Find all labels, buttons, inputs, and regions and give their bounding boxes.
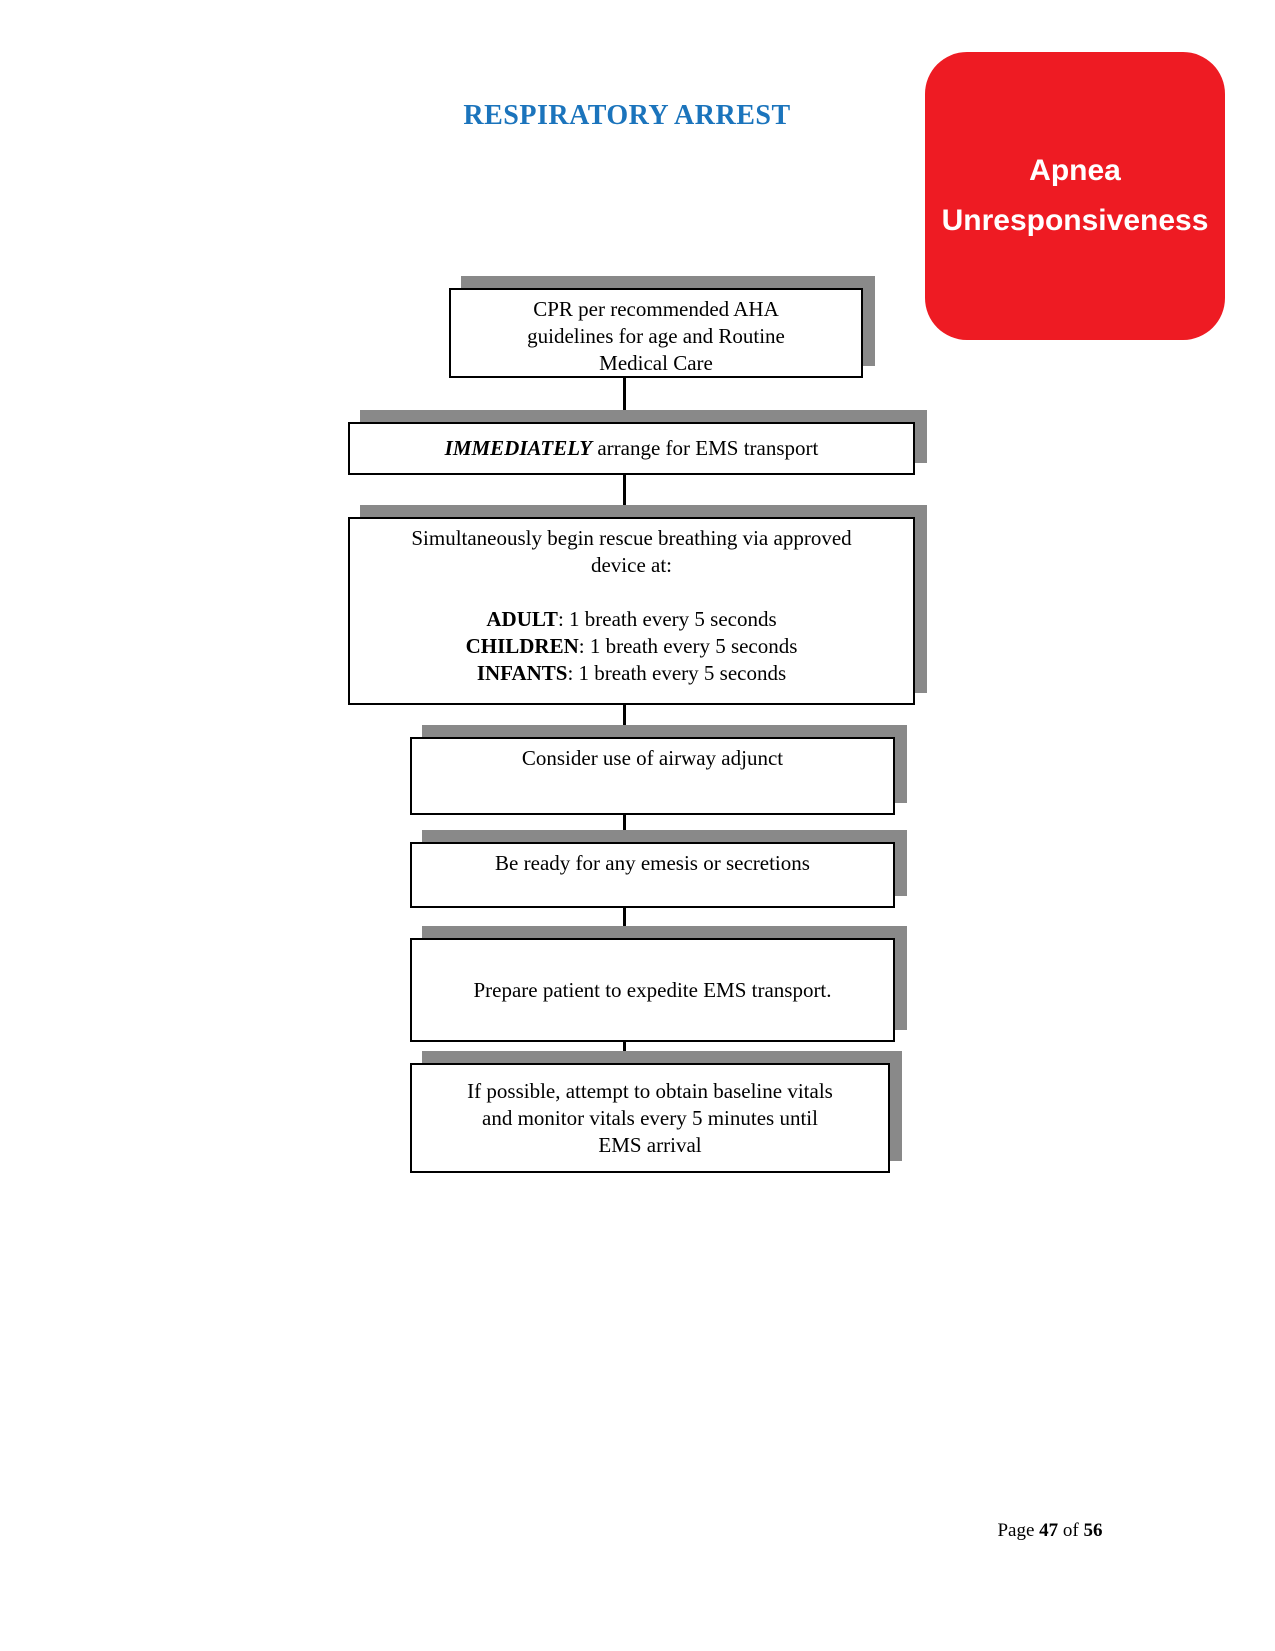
- rate-text: : 1 breath every 5 seconds: [567, 661, 787, 685]
- flow-step-line: Medical Care: [599, 351, 713, 375]
- flow-step-text: Prepare patient to expedite EMS transport.: [473, 977, 832, 1002]
- rate-label: INFANTS: [476, 661, 568, 685]
- rate-text: : 1 breath every 5 seconds: [557, 607, 777, 631]
- rate-line-children: [350, 633, 913, 660]
- flow-step-cpr: [449, 288, 863, 378]
- footer-label-page: Page: [997, 1520, 1040, 1541]
- rate-line-adult: [350, 606, 913, 633]
- flow-step-line: device at:: [590, 553, 673, 577]
- footer-total-pages: 56: [1083, 1520, 1103, 1541]
- flow-step-baseline-vitals: [410, 1063, 890, 1173]
- flow-step-line: and monitor vitals every 5 minutes until: [482, 1105, 818, 1130]
- page-footer: [940, 1520, 1160, 1542]
- flow-step-expedite-transport: [410, 938, 895, 1042]
- flow-step-text: Be ready for any emesis or secretions: [495, 851, 810, 875]
- flow-step-line: guidelines for age and Routine: [527, 324, 785, 348]
- rate-line-infants: [350, 660, 913, 687]
- flow-step-line: EMS arrival: [598, 1132, 702, 1157]
- apnea-callout: [925, 52, 1225, 340]
- flow-step-line: If possible, attempt to obtain baseline vitals: [467, 1078, 833, 1103]
- flow-step-text: Consider use of airway adjunct: [521, 746, 784, 770]
- flow-step-emesis: [410, 842, 895, 908]
- rate-label: ADULT: [486, 607, 558, 631]
- footer-label-of: of: [1058, 1520, 1084, 1541]
- page-title: RESPIRATORY ARREST: [463, 100, 791, 131]
- blank-line: [350, 579, 913, 606]
- flow-step-airway-adjunct: [410, 737, 895, 815]
- flow-step-line: CPR per recommended AHA: [533, 297, 779, 321]
- flow-step-emphasis: IMMEDIATELY: [444, 436, 593, 460]
- callout-line-apnea: Apnea: [1029, 154, 1121, 187]
- rate-label: CHILDREN: [465, 634, 579, 658]
- flow-step-text: arrange for EMS transport: [592, 436, 819, 460]
- rate-text: : 1 breath every 5 seconds: [578, 634, 798, 658]
- flow-step-ems-transport: [348, 422, 915, 475]
- flow-step-rescue-breathing: [348, 517, 915, 705]
- flow-step-line: Simultaneously begin rescue breathing via approved: [411, 526, 852, 550]
- callout-line-unresponsiveness: Unresponsiveness: [941, 204, 1209, 237]
- footer-current-page: 47: [1039, 1520, 1059, 1541]
